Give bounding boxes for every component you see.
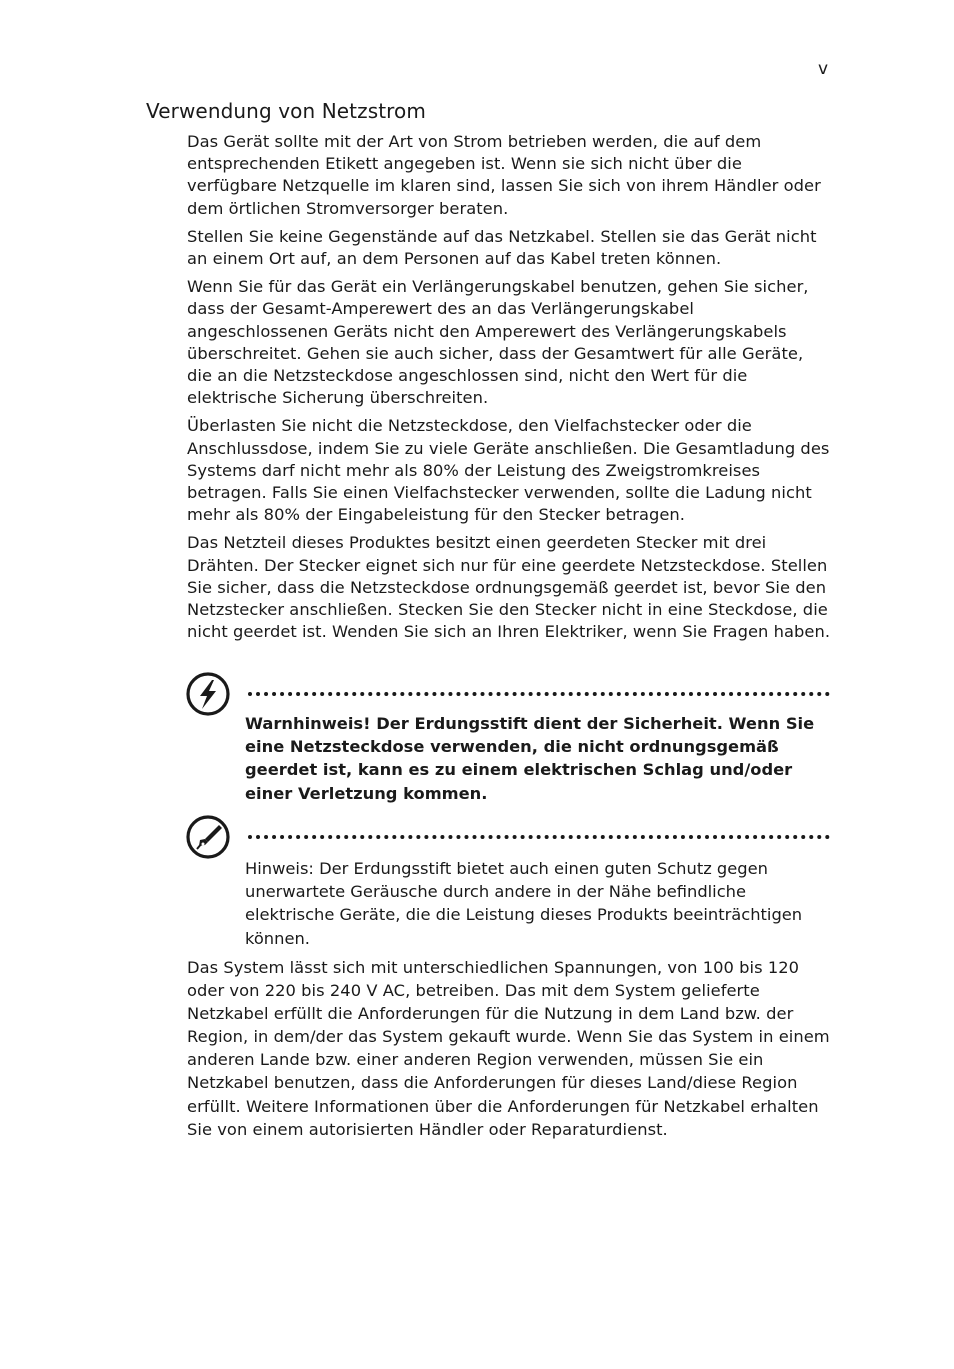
paragraph-extension-cord: Wenn Sie für das Gerät ein Verlängerungskabel benutzen, gehen Sie sicher, dass der Gesamt-Amperewert des an das Verlängerungskabel angeschlossenen Geräts nicht den Amperewert des Verlängerungskabels überschreitet. Gehen sie auch sicher, dass der Gesamtwert für alle Geräte, die an die Netzsteckdose angeschlossen sind, nicht den Wert für die elektrische Sicherung überschreiten. bbox=[187, 277, 809, 408]
note-body: Der Erdungsstift bietet auch einen guten Schutz gegen unerwartete Geräusche durch andere in der Nähe befindliche elektrische Geräte, die die Leistung dieses Produkts beeinträchtigen können. bbox=[245, 859, 803, 948]
body-text bbox=[187, 131, 832, 649]
note-divider bbox=[248, 835, 830, 839]
note-text bbox=[245, 857, 815, 950]
page-number: v bbox=[818, 59, 829, 79]
paragraph-overload: Überlasten Sie nicht die Netzsteckdose, den Vielfachstecker oder die Anschlussdose, indem Sie zu viele Geräte anschließen. Die Gesamtladung des Systems darf nicht mehr als 80% der Leistung des Zweigstromkreises betragen. Falls Sie einen Vielfachstecker verwenden, sollte die Ladung nicht mehr als 80% der Eingabeleistung für den Stecker betragen. bbox=[187, 416, 830, 525]
closing-text bbox=[187, 956, 832, 1147]
note-pen-icon bbox=[185, 814, 231, 860]
paragraph-voltage: Das System lässt sich mit unterschiedlichen Spannungen, von 100 bis 120 oder von 220 bis 240 V AC, betreiben. Das mit dem System gelieferte Netzkabel erfüllt die Anforderungen für die Nutzung in dem Land bzw. der Region, in dem/der das System gekauft wurde. Wenn Sie das System in einem anderen Lande bzw. einer anderen Region verwenden, müssen Sie ein Netzkabel benutzen, dass die Anforderungen für dieses Land/diese Region erfüllt. Weitere Informationen über die Anforderungen für Netzkabel erhalten Sie von einem autorisierten Händler oder Reparaturdienst. bbox=[187, 958, 830, 1139]
warning-lightning-icon bbox=[185, 671, 231, 717]
paragraph-grounded-plug: Das Netzteil dieses Produktes besitzt einen geerdeten Stecker mit drei Drähten. Der Stecker eignet sich nur für eine geerdete Netzsteckdose. Stellen Sie sicher, dass die Netzsteckdose ordnungsgemäß geerdet ist, bevor Sie den Netzstecker anschließen. Stecken Sie den Stecker nicht in eine Steckdose, die nicht geerdet ist. Wenden Sie sich an Ihren Elektriker, wenn Sie Fragen haben. bbox=[187, 533, 831, 642]
warning-divider bbox=[248, 692, 830, 696]
paragraph-power-type: Das Gerät sollte mit der Art von Strom betrieben werden, die auf dem entsprechenden Etikett angegeben ist. Wenn sie sich nicht über die verfügbare Netzquelle im klaren sind, lassen Sie sich von ihrem Händler oder dem örtlichen Stromversorger beraten. bbox=[187, 132, 821, 218]
section-heading: Verwendung von Netzstrom bbox=[146, 99, 426, 123]
warning-text: Warnhinweis! Der Erdungsstift dient der Sicherheit. Wenn Sie eine Netzsteckdose verwenden, die nicht ordnungsgemäß geerdet ist, kann es zu einem elektrischen Schlag und/oder einer Verletzung kommen. bbox=[245, 714, 815, 803]
paragraph-cable-placement: Stellen Sie keine Gegenstände auf das Netzkabel. Stellen sie das Gerät nicht an einem Ort auf, an dem Personen auf das Kabel treten können. bbox=[187, 226, 817, 269]
note-label: Hinweis: bbox=[245, 859, 314, 878]
